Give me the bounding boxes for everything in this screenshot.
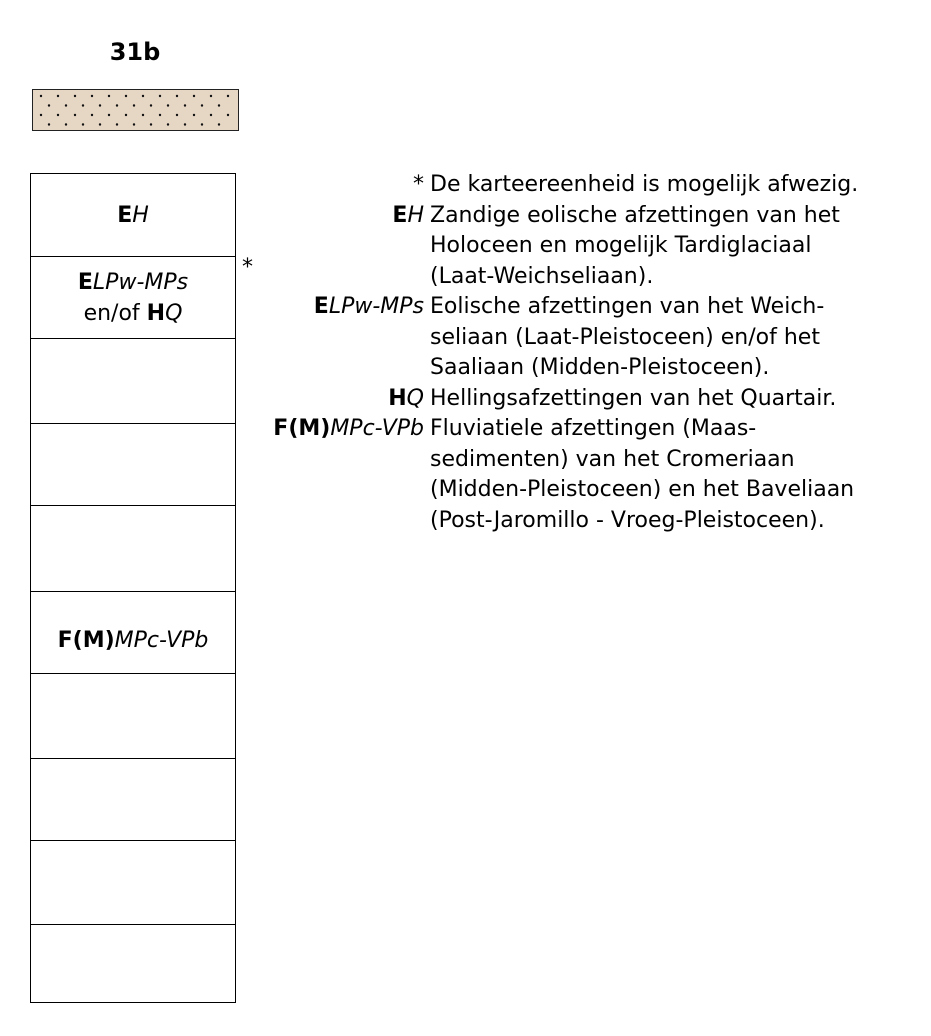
legend-entry: [244, 201, 928, 293]
sand-dot: [133, 123, 135, 125]
cell-label-bold: E: [77, 269, 93, 295]
legend-text: De karteereenheid is mogelijk afwezig.: [430, 172, 859, 197]
legend-entry: [244, 292, 928, 384]
sand-dot: [40, 114, 42, 116]
legend-note: [244, 170, 928, 201]
sand-dot: [91, 114, 93, 116]
legend-description: [430, 414, 928, 536]
legend-line: Hellingsafzettingen van het Quartair.: [430, 385, 837, 411]
legend-key: *: [413, 172, 424, 197]
column-cell-empty: [31, 338, 235, 423]
sand-dot: [176, 114, 178, 116]
cell-label-bold: H: [146, 300, 166, 326]
column-cell-empty: [31, 840, 235, 924]
column-cell-elpw-mps: [31, 256, 235, 338]
column-cell-empty: [31, 505, 235, 591]
legend-line: Holoceen en mogelijk Tardiglaciaal: [430, 233, 812, 258]
sand-dot: [142, 114, 144, 116]
sand-dot: [184, 123, 186, 125]
sand-dot: [48, 104, 50, 106]
legend: [244, 170, 928, 536]
sand-dot: [210, 95, 212, 97]
sand-dot: [65, 104, 67, 106]
sand-dot: [40, 95, 42, 97]
legend-description: [430, 292, 928, 384]
sand-dot: [57, 95, 59, 97]
column-cell-empty: [31, 423, 235, 505]
sand-dot: [210, 114, 212, 116]
legend-key-bold: E: [313, 294, 329, 319]
legend-key-bold: H: [388, 385, 407, 411]
column-cell-empty: [31, 924, 235, 1004]
sand-dot: [125, 114, 127, 116]
sand-dot: [116, 123, 118, 125]
sand-dot: [184, 104, 186, 106]
legend-key: [244, 384, 430, 415]
column-cell-empty: [31, 758, 235, 840]
legend-key: [244, 292, 430, 384]
legend-line: Saaliaan (Midden-Pleistoceen).: [430, 355, 770, 380]
legend-line: Eolische afzettingen van het Weich-: [430, 294, 825, 319]
sand-dot: [65, 123, 67, 125]
cell-label-italic: H: [132, 202, 149, 228]
legend-key-bold: F(M): [273, 416, 331, 441]
sand-dot: [218, 123, 220, 125]
sand-dot: [150, 104, 152, 106]
legend-key: [244, 414, 430, 536]
legend-key-italic: H: [407, 202, 424, 228]
sand-dot: [116, 104, 118, 106]
sand-dot: [133, 104, 135, 106]
cell-label-italic: LPw-MPs: [92, 269, 189, 295]
uncertain-unit-asterisk: *: [242, 255, 253, 280]
sand-dot: [201, 104, 203, 106]
column-cell-empty: [31, 673, 235, 758]
sand-dot: [108, 95, 110, 97]
sand-dot: [193, 95, 195, 97]
sand-dot: [193, 114, 195, 116]
sand-dot: [159, 114, 161, 116]
cell-label-bold: E: [117, 202, 133, 228]
sand-dot: [227, 114, 229, 116]
sand-dot: [99, 123, 101, 125]
sand-dot: [142, 95, 144, 97]
sand-dot: [48, 123, 50, 125]
sand-dot: [176, 95, 178, 97]
sand-dot: [91, 95, 93, 97]
cell-label-text: en/of: [83, 300, 147, 326]
legend-line: seliaan (Laat-Pleistoceen) en/of het: [430, 324, 820, 350]
cell-label-italic: MPc-VPb: [114, 628, 209, 653]
stratigraphic-column: [30, 173, 236, 1003]
column-cell-fm-mpc-vpb: [31, 591, 235, 673]
legend-line: sedimenten) van het Cromeriaan: [430, 446, 795, 472]
legend-entry: [244, 414, 928, 536]
cell-label-bold: F(M): [57, 628, 115, 653]
legend-line: Zandige eolische afzettingen van het: [430, 202, 840, 228]
sand-dot: [108, 114, 110, 116]
sand-dot: [227, 95, 229, 97]
sand-dot: [218, 104, 220, 106]
sand-dot: [201, 123, 203, 125]
cell-label-italic: Q: [165, 300, 183, 326]
legend-line: (Laat-Weichseliaan).: [430, 263, 654, 289]
sand-dot: [125, 95, 127, 97]
legend-description: [430, 201, 928, 293]
sand-layer-swatch: [32, 89, 239, 131]
legend-line: Fluviatiele afzettingen (Maas-: [430, 416, 757, 441]
sand-dot: [74, 95, 76, 97]
sand-dot: [57, 114, 59, 116]
legend-key-italic: LPw-MPs: [328, 294, 424, 319]
sand-dot-pattern: [33, 90, 238, 130]
legend-line: (Post-Jaromillo - Vroeg-Pleistoceen).: [430, 507, 825, 533]
legend-entry: [244, 384, 928, 415]
legend-key-bold: E: [392, 202, 408, 228]
legend-line: (Midden-Pleistoceen) en het Baveliaan: [430, 477, 855, 502]
sand-dot: [150, 123, 152, 125]
sand-dot: [82, 123, 84, 125]
legend-key-italic: MPc-VPb: [330, 416, 424, 441]
sand-dot: [167, 123, 169, 125]
sand-dot: [74, 114, 76, 116]
sand-dot: [167, 104, 169, 106]
legend-key-italic: Q: [406, 385, 424, 411]
sand-dot: [82, 104, 84, 106]
sand-dot: [99, 104, 101, 106]
column-cell-eh: [31, 174, 235, 256]
column-title: 31b: [109, 38, 161, 66]
legend-description: [430, 384, 928, 415]
legend-key: [244, 201, 430, 293]
sand-dot: [159, 95, 161, 97]
